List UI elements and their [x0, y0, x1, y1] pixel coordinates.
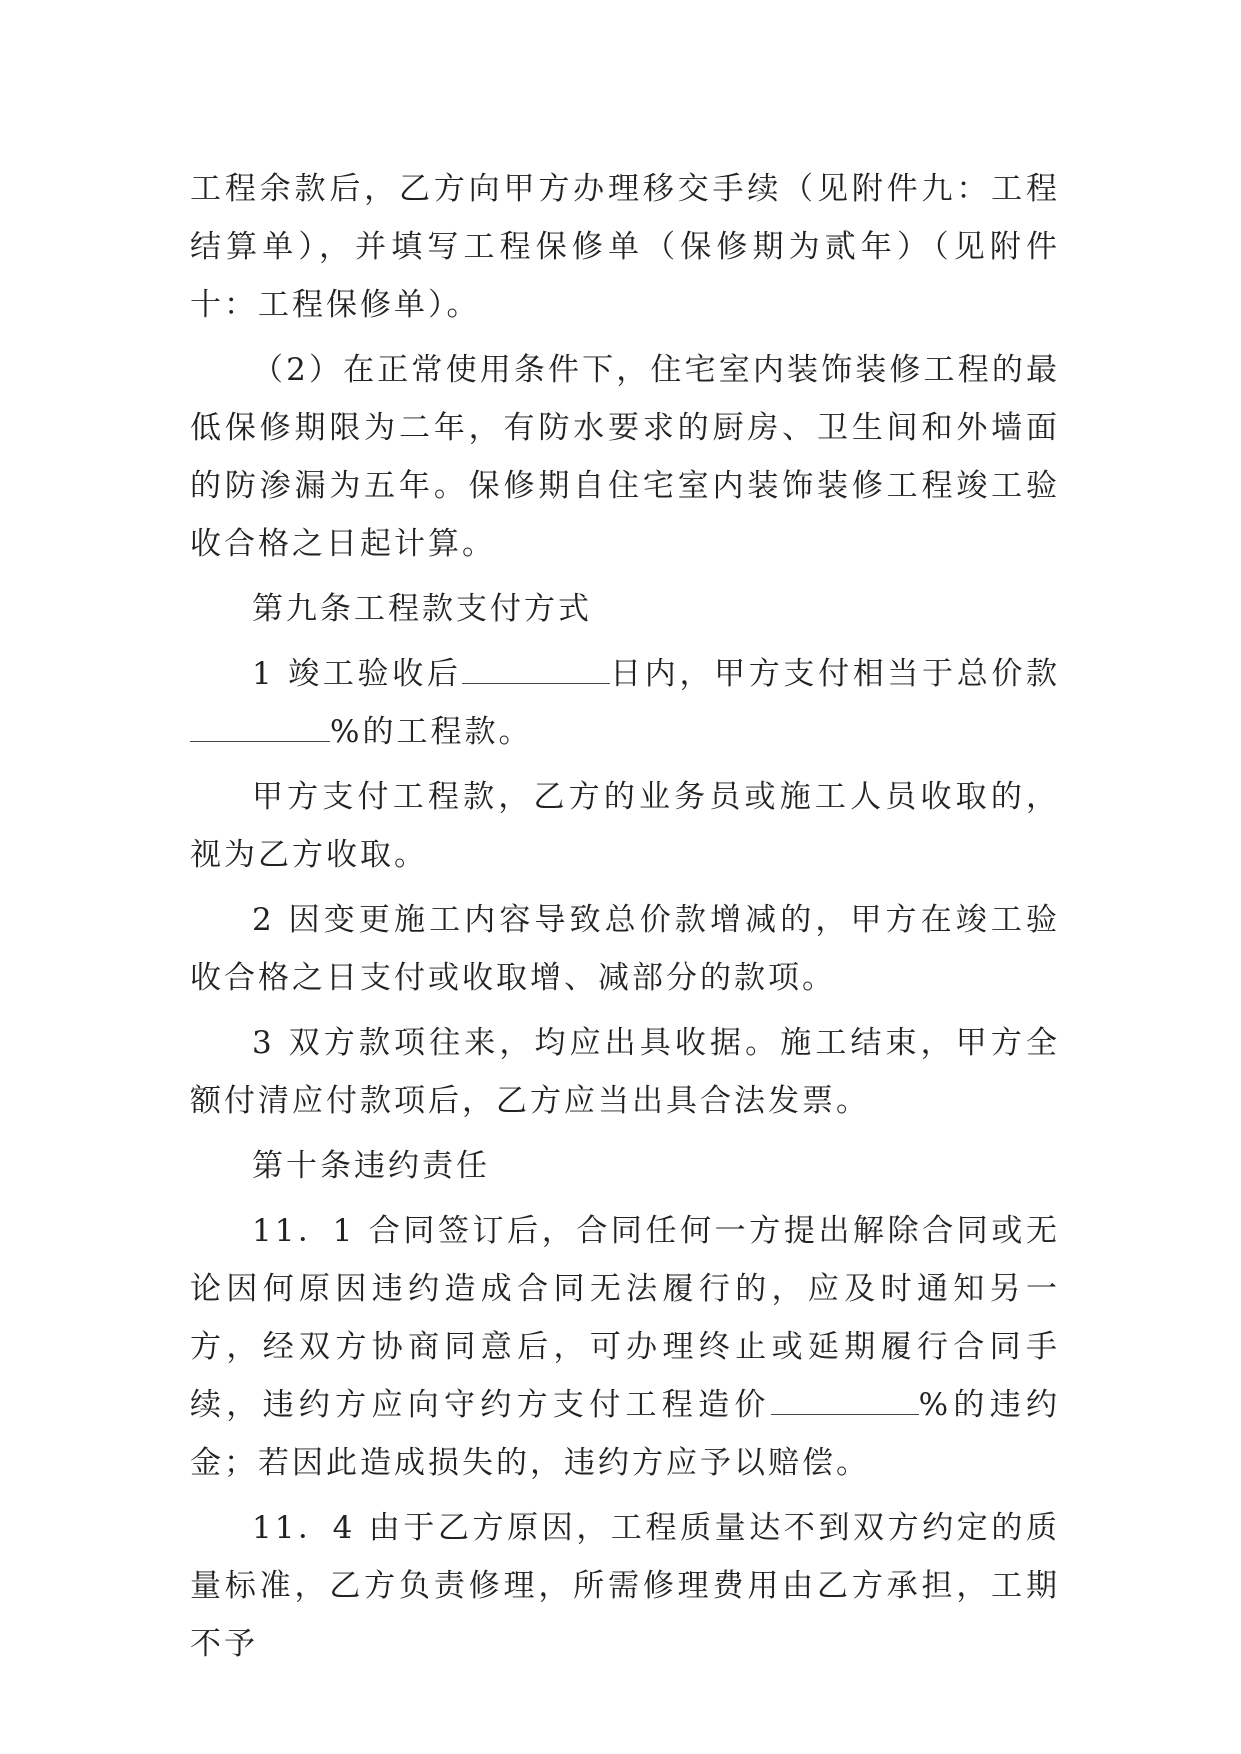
fill-in-blank-percent [190, 708, 330, 742]
paragraph-payment-clause-2: 2 因变更施工内容导致总价款增减的，甲方在竣工验收合格之日支付或收取增、减部分的款项。 [190, 902, 1060, 996]
clause-text: 日内，甲方支付相当于总价款 [609, 656, 1060, 692]
paragraph-warranty-period: （2）在正常使用条件下，住宅室内装饰装修工程的最低保修期限为二年，有防水要求的厨房、卫生间和外墙面的防渗漏为五年。保修期自住宅室内装饰装修工程竣工验收合格之日起计算。 [190, 352, 1060, 562]
fill-in-blank-days [462, 650, 610, 684]
paragraph-breach-clause-11-4: 11．4 由于乙方原因，工程质量达不到双方约定的质量标准，乙方负责修理，所需修理费用由乙方承担，工期不予 [190, 1510, 1060, 1662]
fill-in-blank-percent [771, 1381, 919, 1415]
clause-text: 1 竣工验收后 [252, 656, 462, 692]
heading-article-10: 第十条违约责任 [252, 1148, 490, 1184]
clause-text: 11．1 合同签订后，合同任何一方提出解除合同或无论因何原因违约造成合同无法履行的，应及时通知另一方，经双方协商同意后，可办理终止或延期履行合同手续，违约方应向守约方支付工程造价 [190, 1213, 1060, 1423]
document-body [190, 160, 1060, 1673]
paragraph-continuation: 工程余款后，乙方向甲方办理移交手续（见附件九：工程结算单），并填写工程保修单（保修期为贰年）（见附件十：工程保修单）。 [190, 171, 1060, 323]
clause-text: %的工程款。 [330, 714, 533, 750]
paragraph-breach-clause-11-1 [190, 1202, 1060, 1492]
heading-article-9: 第九条工程款支付方式 [252, 591, 592, 627]
paragraph-payment-clause-3: 3 双方款项往来，均应出具收据。施工结束，甲方全额付清应付款项后，乙方应当出具合法发票。 [190, 1025, 1060, 1119]
paragraph-payment-clause-1 [190, 645, 1060, 761]
clause-text: %的违约金；若因此造成损失的，违约方应予以赔偿。 [190, 1387, 1060, 1481]
paragraph-payment-receipt: 甲方支付工程款，乙方的业务员或施工人员收取的，视为乙方收取。 [190, 779, 1060, 873]
